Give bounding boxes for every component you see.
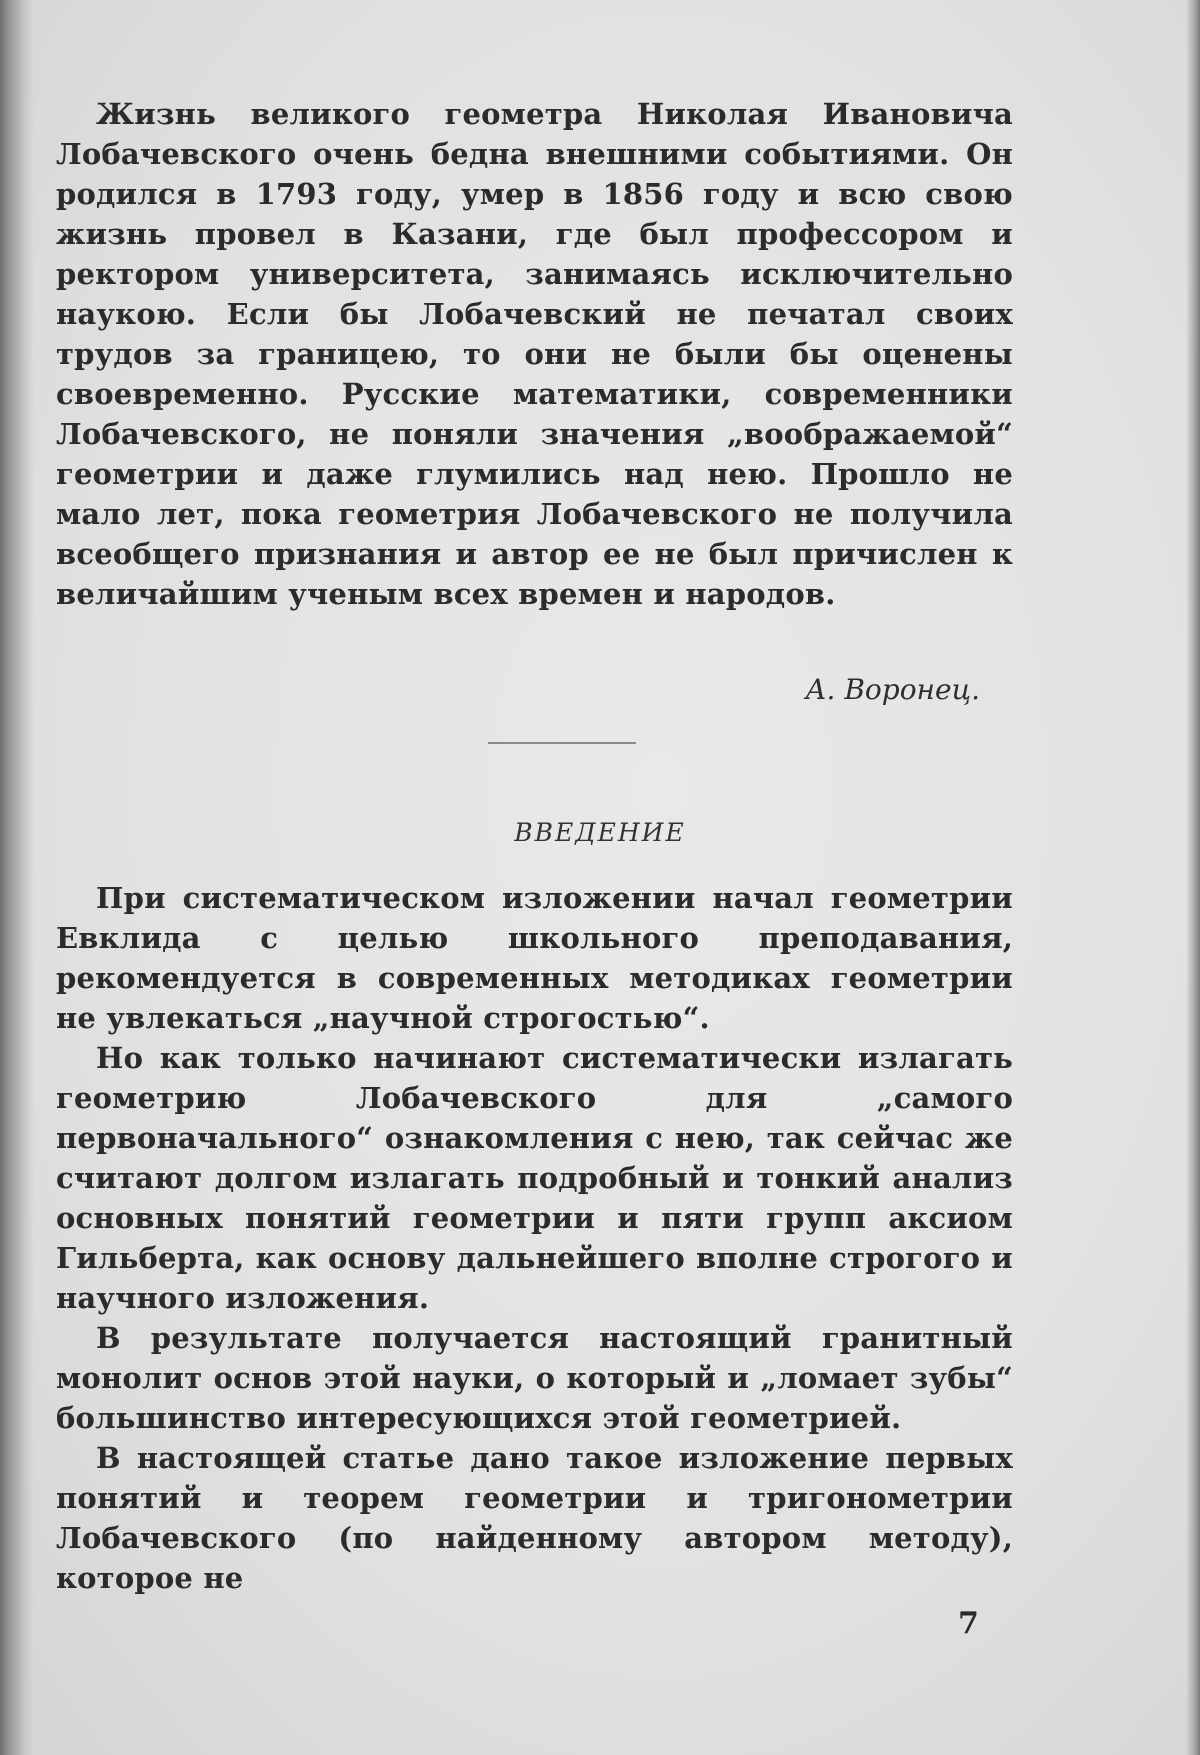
page-edge-shadow: [1186, 0, 1200, 1755]
intro-paragraph: Жизнь великого геометра Николая Ивановича Лобачевского очень бедна внешними событиями. Он родился в 1793 году, умер в 1856 году и всю свою жизнь провел в Казани, где был профессором и ректором университета, занимаясь исключительно наукою. Если бы Лобачевский не печатал своих трудов за границею, то они не были бы оценены своевременно. Русские математики, современники Лобачевского, не поняли значения „воображаемой“ геометрии и даже глумились над нею. Прошло не мало лет, пока геометрия Лобачевского не получила всеобщего признания и автор ее не был причислен к величайшим ученым всех времен и народов.: [56, 97, 1013, 611]
paragraph: В результате получается настоящий гранитный монолит основ этой науки, о который и „ломает зубы“ большинство интересующихся этой геометрией.: [56, 1321, 1013, 1435]
section-divider: [488, 742, 636, 744]
body-text: [56, 878, 1013, 1598]
section-heading: ВВЕДЕНИЕ: [514, 818, 686, 847]
paragraph: Но как только начинают систематически излагать геометрию Лобачевского для „самого первоначального“ ознакомления с нею, так сейчас же считают долгом излагать подробный и тонкий анализ основных понятий геометрии и пяти групп аксиом Гильберта, как основу дальнейшего вполне строгого и научного изложения.: [56, 1041, 1013, 1315]
spine-shadow: [0, 0, 34, 1755]
paragraph: В настоящей статье дано такое изложение первых понятий и теорем геометрии и тригонометрии Лобачевского (по найденному автором методу), которое не: [56, 1441, 1013, 1595]
page-number: 7: [958, 1606, 979, 1641]
signature: А. Воронец.: [805, 673, 980, 706]
intro-block: [56, 94, 1013, 614]
paragraph: При систематическом изложении начал геометрии Евклида с целью школьного преподавания, рекомендуется в современных методиках геометрии не увлекаться „научной строгостью“.: [56, 881, 1013, 1035]
